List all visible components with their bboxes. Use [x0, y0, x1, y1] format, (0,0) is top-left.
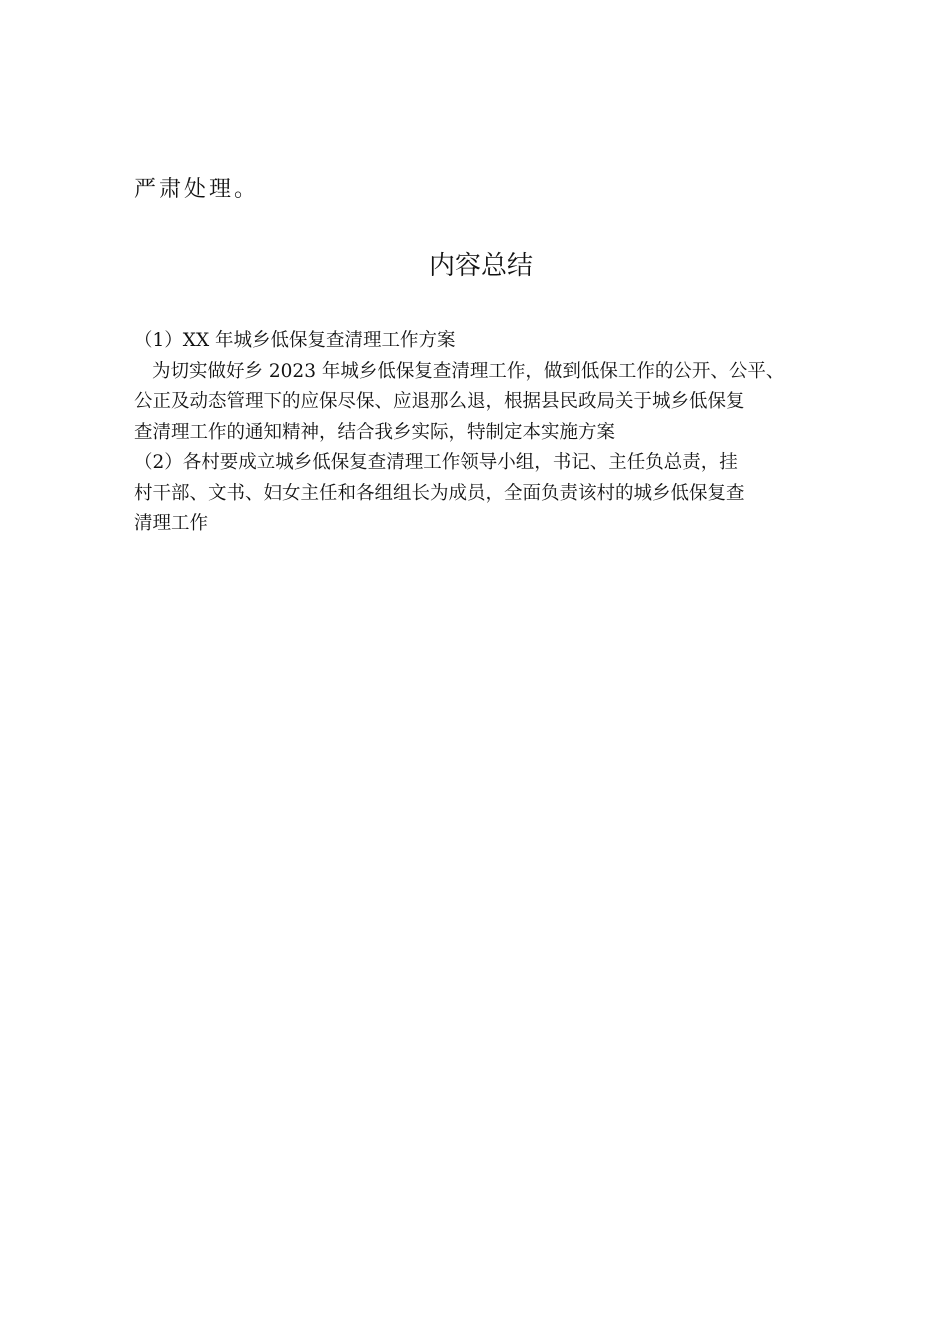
continuation-text: 严肃处理。 — [134, 177, 260, 202]
item2-line-2: 村干部、文书、妇女主任和各组组长为成员，全面负责该村的城乡低保复查 — [134, 482, 745, 504]
item1-heading: （1）XX 年城乡低保复查清理工作方案 — [134, 330, 456, 351]
item2-line-1: （2）各村要成立城乡低保复查清理工作领导小组，书记、主任负总责，挂 — [134, 452, 738, 473]
summary-title: 内容总结 — [428, 251, 533, 281]
item1-line-1: 为切实做好乡 2023 年城乡低保复查清理工作，做到低保工作的公开、公平、 — [152, 360, 785, 382]
item1-line-3: 查清理工作的通知精神，结合我乡实际，特制定本实施方案 — [134, 421, 616, 443]
summary-body — [134, 326, 834, 540]
item1-line-2: 公正及动态管理下的应保尽保、应退那么退，根据县民政局关于城乡低保复 — [134, 391, 745, 412]
item2-line-3: 清理工作 — [134, 513, 209, 534]
